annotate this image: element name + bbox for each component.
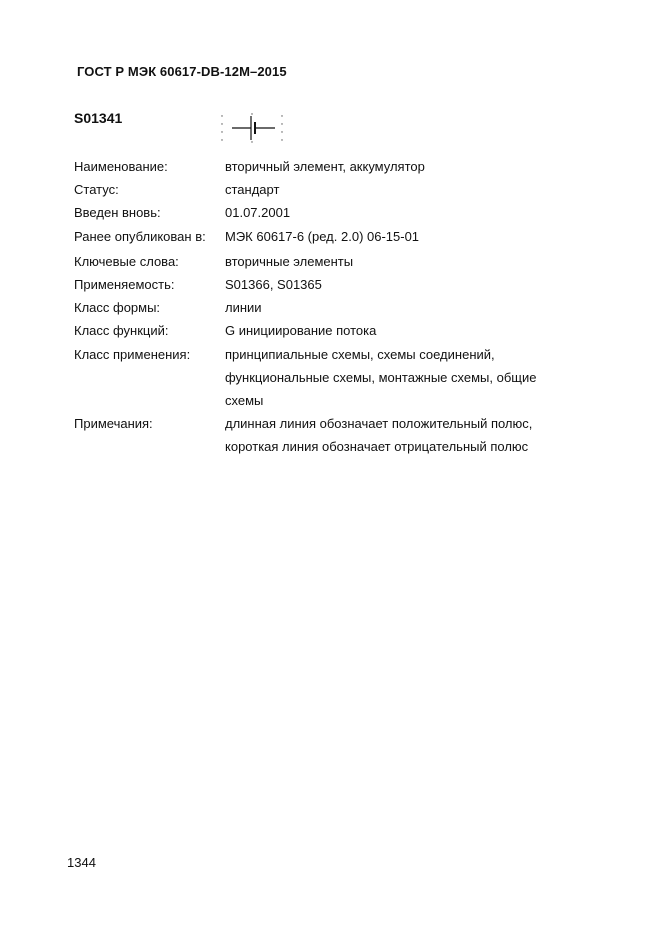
field-label: Класс применения:: [74, 346, 191, 362]
field-label: Статус:: [74, 182, 119, 198]
field-label: Применяемость:: [74, 277, 175, 293]
field-row-status: [74, 178, 574, 201]
field-value: G инициирование потока: [225, 323, 377, 339]
field-value: функциональные схемы, монтажные схемы, общие: [225, 369, 537, 385]
field-value: S01366, S01365: [225, 277, 322, 293]
field-row-introduced: [74, 201, 574, 224]
field-row-keywords: [74, 250, 574, 273]
field-row-application-class: [74, 343, 574, 413]
field-value: короткая линия обозначает отрицательный полюс: [225, 439, 529, 455]
field-value: МЭК 60617-6 (ред. 2.0) 06-15-01: [225, 228, 420, 244]
field-label: Класс формы:: [74, 300, 161, 316]
field-label: Ранее опубликован в:: [74, 228, 206, 244]
symbol-attributes: [74, 155, 574, 459]
field-row-applicability: [74, 273, 574, 296]
field-value: вторичные элементы: [225, 253, 354, 269]
document-header: ГОСТ Р МЭК 60617-DB-12M–2015: [77, 64, 287, 79]
field-row-notes: [74, 412, 574, 458]
field-value: 01.07.2001: [225, 205, 291, 221]
field-row-function-class: [74, 319, 574, 342]
field-label: Примечания:: [74, 416, 153, 432]
battery-cell-icon: [218, 112, 286, 144]
field-value: стандарт: [225, 182, 280, 198]
field-row-name: [74, 155, 574, 178]
field-row-previously-published: [74, 225, 574, 248]
field-label: Введен вновь:: [74, 205, 161, 221]
field-label: Класс функций:: [74, 323, 169, 339]
field-label: Наименование:: [74, 159, 168, 174]
page-number: 1344: [67, 855, 96, 870]
field-value: вторичный элемент, аккумулятор: [225, 159, 425, 174]
field-value: принципиальные схемы, схемы соединений,: [225, 346, 495, 362]
field-label: Ключевые слова:: [74, 253, 179, 269]
symbol-code: S01341: [74, 110, 123, 126]
field-row-shape-class: [74, 296, 574, 319]
field-value: длинная линия обозначает положительный полюс,: [225, 416, 533, 432]
field-value: схемы: [225, 393, 264, 409]
field-value: линии: [225, 300, 262, 316]
